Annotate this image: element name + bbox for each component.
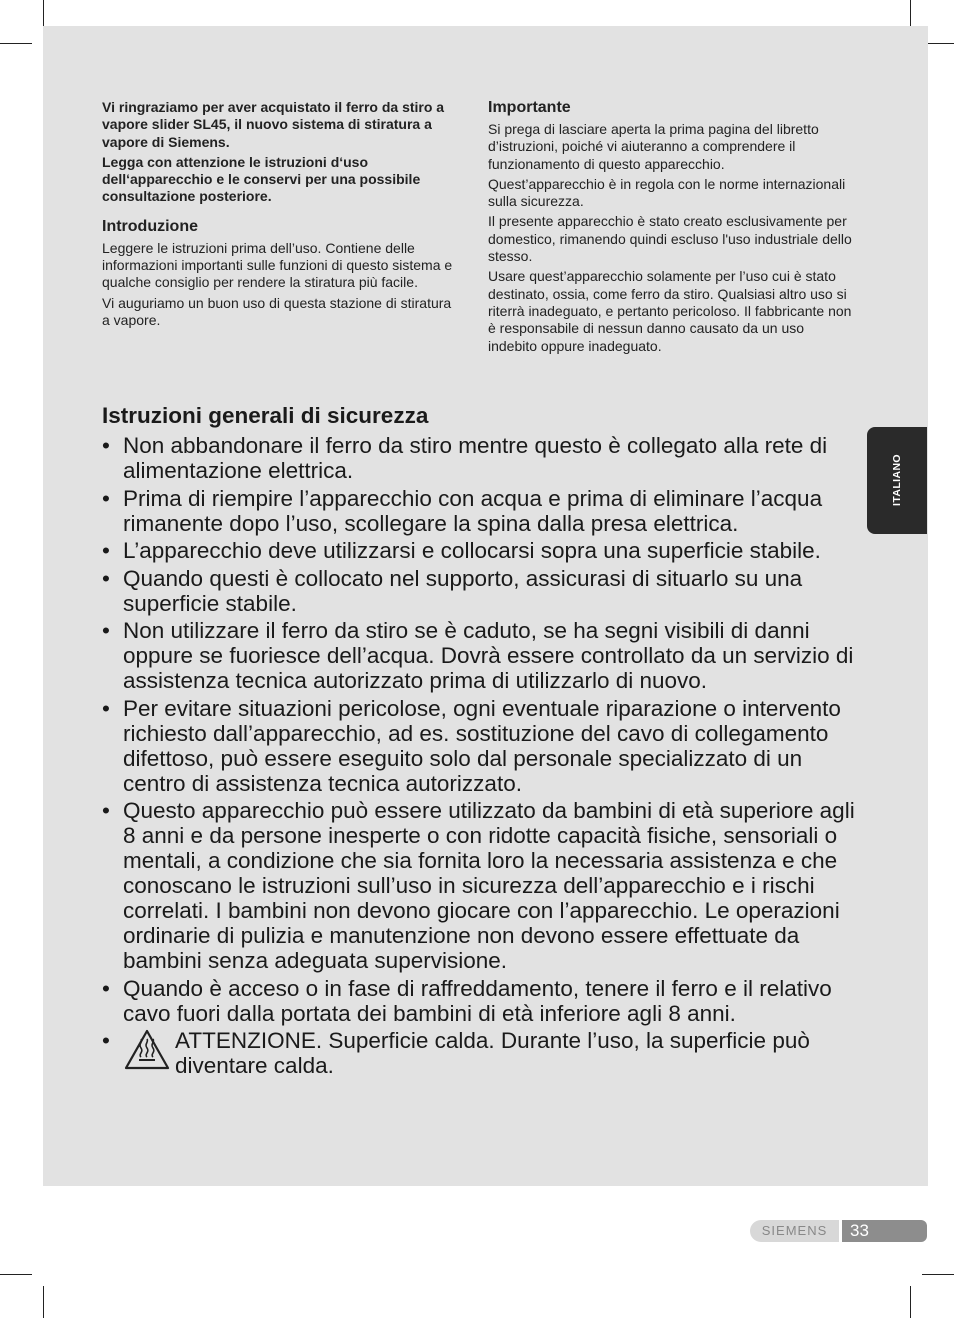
read-notice-text: Legga con attenzione le istruzioni d‘uso dell‘apparecchio e le conservi per una possibile consultazione posteriore. [102, 153, 421, 205]
important-paragraph: Usare quest’apparecchio solamente per l’uso cui è stato destinato, ossia, come ferro da stiro. Qualsiasi altro uso si riterrà inadeguato, e pertanto pericoloso. Il fabbricante non è responsabile di nessun danno causato da un uso indebito oppure inadeguato. [488, 268, 852, 354]
intro-column [102, 99, 462, 332]
crop-mark [910, 1286, 911, 1318]
bullet-icon: • [102, 433, 110, 458]
safety-item-text: Per evitare situazioni pericolose, ogni eventuale riparazione o intervento richiesto dall’apparecchio, ad es. sostituzione del cavo di collegamento difettoso, può essere eseguito solo dal personale specializzato di un centro di assistenza tecnica autorizzato. [123, 695, 841, 796]
hot-surface-warning-icon [123, 1028, 171, 1072]
crop-mark [0, 1274, 32, 1275]
crop-mark [0, 43, 32, 44]
important-column [488, 98, 853, 358]
safety-item [102, 618, 862, 693]
language-tab [867, 427, 927, 534]
bullet-icon: • [102, 618, 110, 643]
important-heading: Importante [488, 99, 571, 116]
footer-brand: SIEMENS [750, 1220, 839, 1242]
safety-item-text: Quando è acceso o in fase di raffreddamento, tenere il ferro e il relativo cavo fuori dalla portata dei bambini di età inferiore agli 8 anni. [123, 975, 832, 1026]
safety-item-text: Non utilizzare il ferro da stiro se è caduto, se ha segni visibili di danni oppure se fuoriesce dell’acqua. Dovrà essere controllato da un servizio di assistenza tecnica autorizzato prima di utilizzarlo di nuovo. [123, 618, 854, 693]
safety-item [102, 976, 862, 1026]
intro-paragraph: Leggere le istruzioni prima dell’uso. Contiene delle informazioni importanti sulle funzioni di questo sistema e qualche consiglio per rendere la stiratura più facile. [102, 239, 453, 291]
safety-item-text: L’apparecchio deve utilizzarsi e collocarsi sopra una superficie stabile. [123, 538, 821, 563]
safety-item [102, 696, 862, 796]
safety-item-text: Non abbandonare il ferro da stiro mentre questo è collegato alla rete di alimentazione elettrica. [123, 433, 828, 483]
safety-section [102, 401, 862, 1081]
language-tab-label: ITALIANO [891, 454, 903, 506]
safety-item-text: Prima di riempire l’apparecchio con acqua e prima di eliminare l’acqua rimanente dopo l’uso, scollegare la spina dalla presa elettrica. [123, 485, 823, 536]
safety-item-text: Questo apparecchio può essere utilizzato da bambini di età superiore agli 8 anni e da persone inesperte o con ridotte capacità fisiche, sensoriali o mentali, a condizione che sia fornita loro la necessaria assistenza e che conoscano le istruzioni sull’uso in sicurezza dell’apparecchio e i rischi correlati. I bambini non devono giocare con l’apparecchio. Le operazioni ordinarie di pulizia e manutenzione non devono essere effettuate da bambini senza adeguata supervisione. [123, 798, 855, 973]
safety-item [102, 798, 862, 973]
safety-list [102, 433, 862, 1078]
thanks-text: Vi ringraziamo per aver acquistato il ferro da stiro a vapore slider SL45, il nuovo sistema di stiratura a vapore di Siemens. [102, 99, 445, 150]
bullet-icon: • [102, 565, 110, 591]
important-paragraph: Quest’apparecchio è in regola con le norme internazionali sulla sicurezza. [488, 175, 846, 210]
bullet-icon: • [102, 695, 110, 721]
page-number: 33 [842, 1220, 927, 1242]
intro-paragraph: Vi auguriamo un buon uso di questa stazione di stiratura a vapore. [102, 294, 452, 328]
important-paragraph: Il presente apparecchio è stato creato esclusivamente per domestico, rimanendo quindi escluso l'uso industriale dello stesso. [488, 213, 852, 265]
intro-heading: Introduzione [102, 217, 198, 235]
crop-mark [922, 1274, 954, 1275]
safety-warning-item [102, 1028, 862, 1078]
bullet-icon: • [102, 485, 110, 511]
important-paragraph: Si prega di lasciare aperta la prima pagina del libretto d’istruzioni, poiché vi aiuteranno a comprendere il funzionamento di questo apparecchio. [488, 121, 819, 172]
safety-item [102, 486, 862, 536]
safety-heading: Istruzioni generali di sicurezza [102, 403, 429, 428]
safety-item [102, 433, 862, 483]
bullet-icon: • [102, 1028, 110, 1053]
warning-text: ATTENZIONE. Superficie calda. Durante l’uso, la superficie può diventare calda. [175, 1028, 810, 1078]
bullet-icon: • [102, 975, 110, 1001]
safety-item [102, 538, 862, 563]
bullet-icon: • [102, 798, 110, 823]
bullet-icon: • [102, 538, 110, 563]
safety-item-text: Quando questi è collocato nel supporto, assicurasi di situarlo su una superficie stabile. [123, 565, 803, 616]
crop-mark [43, 1286, 44, 1318]
safety-item [102, 566, 862, 616]
